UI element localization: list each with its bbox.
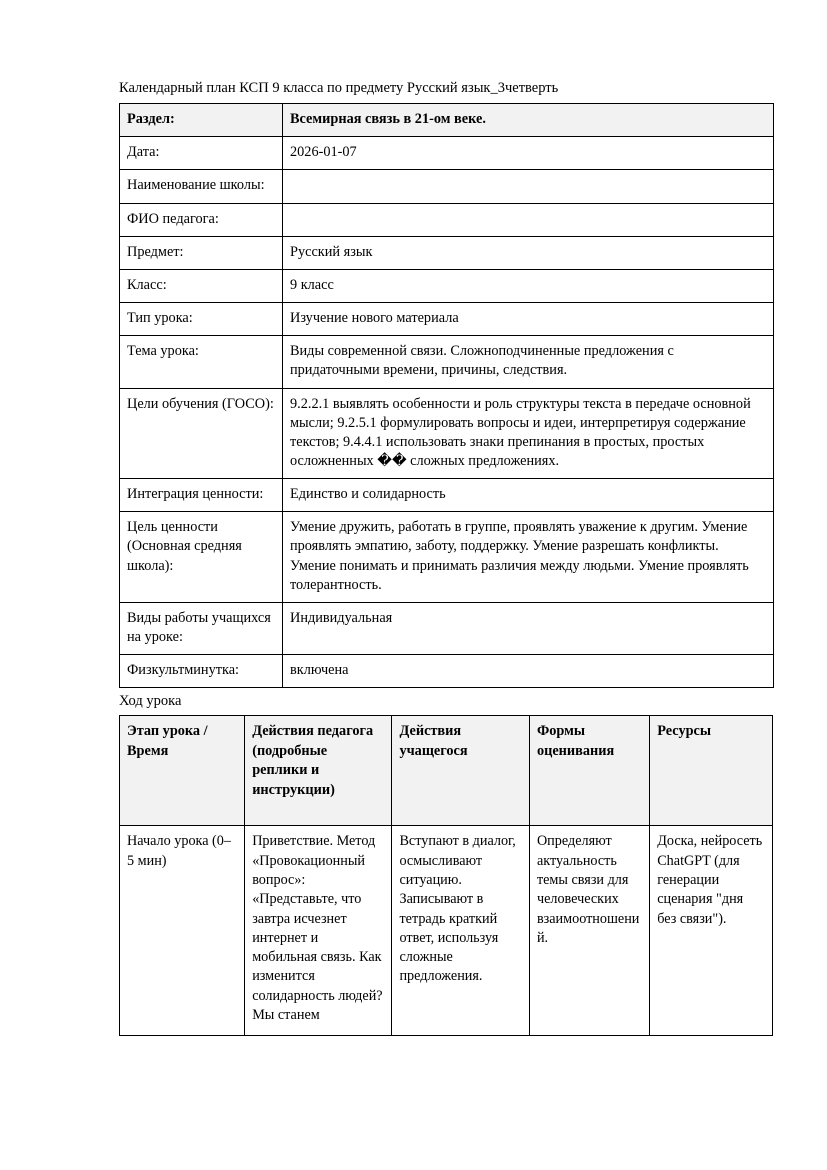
table-header-row: [120, 716, 773, 826]
page-title: Календарный план КСП 9 класса по предмету Русский язык_3четверть: [119, 80, 559, 96]
table-row: [120, 203, 774, 236]
info-label: Класс:: [120, 269, 283, 302]
cell-assessment-forms: Определяют актуальность темы связи для человеческих взаимоотношений.: [529, 826, 649, 1036]
info-value: Русский язык: [283, 236, 774, 269]
table-row: [120, 137, 774, 170]
info-value: 2026-01-07: [283, 137, 774, 170]
table-row: [120, 479, 774, 512]
cell-resources: Доска, нейросеть ChatGPT (для генерации сценария "дня без связи").: [650, 826, 773, 1036]
info-value: Виды современной связи. Сложноподчиненные предложения с придаточными времени, причины, следствия.: [283, 336, 774, 388]
table-row: [120, 269, 774, 302]
table-row: [120, 388, 774, 479]
info-label: Дата:: [120, 137, 283, 170]
info-value: Умение дружить, работать в группе, проявлять уважение к другим. Умение проявлять эмпатию, заботу, поддержку. Умение разрешать конфликты. Умение понимать и принимать различия между людьми. Умение проявлять толерантность.: [283, 512, 774, 603]
info-value: Индивидуальная: [283, 602, 774, 654]
info-label: Виды работы учащихся на уроке:: [120, 602, 283, 654]
lesson-flow-body: [120, 826, 773, 1036]
info-value: Изучение нового материала: [283, 303, 774, 336]
cell-stage: Начало урока (0–5 мин): [120, 826, 245, 1036]
table-row: [120, 170, 774, 203]
info-value: включена: [283, 655, 774, 688]
table-row: [120, 512, 774, 603]
cell-teacher-actions: Приветствие. Метод «Провокационный вопрос»: «Представьте, что завтра исчезнет интернет и мобильная связь. Как изменится солидарность людей? Мы станем: [245, 826, 392, 1036]
lesson-info-body: [120, 104, 774, 688]
info-value: [283, 203, 774, 236]
lesson-flow-clip: [119, 715, 773, 1036]
info-value: Единство и солидарность: [283, 479, 774, 512]
info-label: Тема урока:: [120, 336, 283, 388]
info-label: Тип урока:: [120, 303, 283, 336]
table-row: [120, 104, 774, 137]
info-label: Интеграция ценности:: [120, 479, 283, 512]
info-label: Цели обучения (ГОСО):: [120, 388, 283, 479]
info-label: Физкультминутка:: [120, 655, 283, 688]
table-row: [120, 303, 774, 336]
lesson-info-table: [119, 103, 774, 688]
lesson-flow-table: [119, 715, 773, 1036]
info-label: ФИО педагога:: [120, 203, 283, 236]
table-row: [120, 655, 774, 688]
column-header-student-actions: Действия учащегося: [392, 716, 529, 826]
column-header-stage: Этап урока / Время: [120, 716, 245, 826]
column-header-resources: Ресурсы: [650, 716, 773, 826]
info-value: Всемирная связь в 21-ом веке.: [283, 104, 774, 137]
table-row: [120, 336, 774, 388]
table-row: [120, 236, 774, 269]
info-value: [283, 170, 774, 203]
info-value: 9.2.2.1 выявлять особенности и роль структуры текста в передаче основной мысли; 9.2.5.1 формулировать вопросы и идеи, интерпретируя содержание текстов; 9.4.4.1 использовать знаки препинания в простых, простых осложненных �� сложных предложениях.: [283, 388, 774, 479]
info-label: Наименование школы:: [120, 170, 283, 203]
table-row: [120, 602, 774, 654]
info-value: 9 класс: [283, 269, 774, 302]
lesson-flow-header: [120, 716, 773, 826]
info-label: Цель ценности (Основная средняя школа):: [120, 512, 283, 603]
table-row: [120, 826, 773, 1036]
column-header-teacher-actions: Действия педагога (подробные реплики и инструкции): [245, 716, 392, 826]
info-label: Раздел:: [120, 104, 283, 137]
page-content: [119, 79, 773, 1036]
cell-student-actions: Вступают в диалог, осмысливают ситуацию. Записывают в тетрадь краткий ответ, используя сложные предложения.: [392, 826, 529, 1036]
section-caption-lesson-flow: Ход урока: [119, 693, 182, 710]
info-label: Предмет:: [120, 236, 283, 269]
column-header-assessment-forms: Формы оценивания: [529, 716, 649, 826]
